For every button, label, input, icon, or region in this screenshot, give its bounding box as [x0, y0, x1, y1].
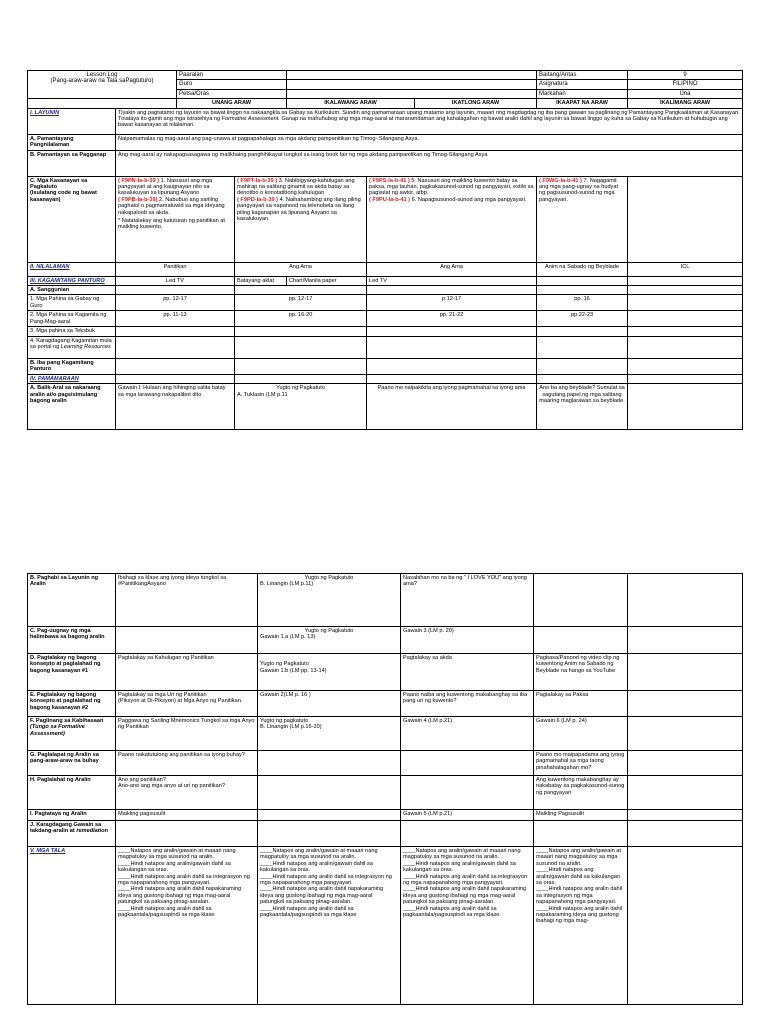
balik-aral-day1: Gawain I: Hulaan ang hihinging salita batay sa mga larawang nakapalibot dito	[116, 384, 235, 430]
kasanayan-day4	[537, 176, 628, 262]
sanggunian-day1	[116, 286, 235, 295]
lr-portal-day3	[367, 336, 537, 358]
pamamaraan-day4	[537, 374, 628, 383]
kabihasaan-day2-text: B. Linangin (LM p.16-20)	[260, 724, 322, 731]
markahan-value: Una	[628, 89, 743, 98]
asignatura-label: Asignatura	[537, 80, 628, 89]
lesson-log-title	[28, 71, 177, 99]
talakay2-row	[28, 691, 743, 717]
header-row-paaralan	[28, 71, 743, 80]
talakay2-day5	[628, 691, 743, 717]
layunin-text-main: Tiyakin ang pagtatamo ng layunin sa bawat linggo na nakaangkla sa Gabay sa Kurikulum. Sundin ang pamamaraan upang matamo ang layunin, maaari ring magdagdag ng iba pang gawain sa paglinang ng Pamantayang Pangkaalaman at Kasanayan. Tinataya ito gamit ang mga istratehiya ng	[118, 109, 740, 123]
paglalahat-day1	[116, 776, 258, 810]
kagamitan-day2: Batayang aklat	[235, 276, 287, 285]
day-header-1: UNANG ARAW	[177, 99, 287, 108]
kasanayan-text-6: 6. Napagsusunod-sunod ang mga pangyayari.	[411, 196, 527, 203]
pamamaraan-day5	[628, 374, 743, 383]
balik-aral-label: A. Balik-Aral sa nakaraang aralin at/o pagsisimulang bagong aralin	[28, 384, 116, 430]
kasanayan-note: * Natatalakay ang katuturan ng panitikan at maikling kuwento.	[118, 218, 225, 231]
kasanayan-code-5: ( F9PS-Ia-b-41 )	[369, 177, 410, 184]
pagtataya-day1: Maikling pagsusulit	[116, 810, 258, 821]
gabay-guro-label: 1. Mga Pahina sa Gabay ng Guro	[28, 295, 116, 311]
kagamitan-row	[28, 276, 743, 285]
kasanayan-code-6: ( F9PU-Ia-b-41 )	[369, 196, 411, 203]
paaralan-value	[287, 71, 537, 80]
pamamaraan-day1	[116, 374, 235, 383]
nilalaman-day3: Ang Ama	[367, 262, 537, 276]
pag-uugnay-day2-heading: Yugto ng Pagkatuto	[304, 628, 354, 634]
paghabi-day2-text: B. Linangin (LM p.11)	[260, 581, 314, 588]
day-header-2: IKALAWANG ARAW	[287, 99, 415, 108]
karagdagang-label-main: J. Karagdagang Gawain sa takdang-aralin at	[30, 822, 102, 835]
layunin-label: I. LAYUNIN	[28, 108, 116, 134]
kasanayan-text-7: 7. Nagagamit ang mga pang-ugnay na hudyat ng pagsusunod-sunod ng mga pangyayari.	[539, 177, 619, 203]
layunin-text-end: Ganap na mahuhubog ang mga mag-aaral at mararamdaman ang kahalagahan ng bawat aralin dahil ang layunin sa bawat linggo ay kuha sa Gabay sa Kurikulum at huhubugin ang bawat kasanayan at nilalaman.	[118, 116, 728, 129]
sanggunian-day5	[628, 286, 743, 295]
lr-portal-day2	[235, 336, 367, 358]
sanggunian-label: A. Sanggunian	[28, 286, 116, 295]
talakay1-day2-heading: Yugto ng Pagkatuto	[260, 661, 309, 668]
kabihasaan-label	[28, 717, 116, 751]
mga-tala-day5	[628, 847, 743, 1005]
kagamitan-mag-aaral-day2: pp. 16-20	[235, 311, 367, 327]
karagdagang-label-italic: remediation	[76, 828, 109, 835]
balik-aral-row	[28, 384, 743, 430]
paglalapat-label: G. Paglalapat ng Aralin sa pang-araw-araw na buhay	[28, 751, 116, 776]
paglalahat-day1-q2: Ano-ano ang mga anyo at uri ng panitikan?	[118, 783, 225, 790]
iba-pang-day2	[235, 358, 367, 374]
balik-aral-day5	[628, 384, 743, 430]
paglalapat-day5	[628, 751, 743, 776]
kasanayan-code-1: ( F9PN-Ia-b-39 )	[118, 177, 160, 184]
lr-portal-day5	[628, 336, 743, 358]
layunin-text	[116, 108, 743, 134]
paglalahat-day3	[401, 776, 534, 810]
kagamitan-day1: Led TV	[116, 276, 235, 285]
kagamitan-mag-aaral-row	[28, 311, 743, 327]
kasanayan-day2	[235, 176, 367, 262]
pamamaraan-day2	[235, 374, 367, 383]
kagamitan-mag-aaral-day1: pp. 11-13	[116, 311, 235, 327]
karagdagang-label	[28, 821, 116, 847]
kagamitan-day5	[628, 276, 743, 285]
kasanayan-row	[28, 176, 743, 262]
paglalapat-day4: Paano mo maipapadama ang iyong pagmamahal sa mga taong pinahahalagahan mo?	[534, 751, 628, 776]
balik-aral-day4: Ano ba ang beyblade? Sumulat sa sagutang papel ng mga salitang maaring maglarawan sa beyblade.	[537, 384, 628, 430]
paglalahat-row	[28, 776, 743, 810]
pag-uugnay-day1	[116, 627, 258, 654]
kagamitan-mag-aaral-day3: pp. 21-22	[367, 311, 537, 327]
kasanayan-code-7: ( F9WG-Ia-b-41 )	[539, 177, 582, 184]
markahan-label: Markahan	[537, 89, 628, 98]
paglalahat-label: H. Paglalahat ng Aralin	[28, 776, 116, 810]
pagtataya-day4: Maikling Pagsusulit	[534, 810, 628, 821]
guro-label: Guro	[177, 80, 287, 89]
nilalaman-row	[28, 262, 743, 276]
guro-value	[287, 80, 537, 89]
pag-uugnay-day2	[258, 627, 401, 654]
kagamitan-mag-aaral-day5	[628, 311, 743, 327]
day-header-4: IKAAPAT NA ARAW	[537, 99, 628, 108]
sanggunian-day3	[367, 286, 537, 295]
mga-tala-day3: ____Natapos ang aralin/gawain at maaari nang magpatuloy sa mga susunod na aralin. ____Hindi natapos ang aralin/gawain dahil sa kakulangan sa oras. ____Hindi natapos ang aralin dahil sa integrasyon ng mga napapanahong mga pangyayari. ____Hindi natapos ang aralin dahil napakaraming ideya ang gustong ibahagi ng mga mag-aaral patungkol sa paksang pinag-aaralan. ____Hindi natapos ang aralin dahil sa pagkaantala/pagsuspindi sa mga klase	[401, 847, 534, 1005]
talakay1-row	[28, 654, 743, 691]
gabay-guro-day2: pp. 12-17	[235, 295, 367, 311]
kabihasaan-day1: Paggawa ng Sariling Mnemonics Tungkol sa mga Anyo ng Panitikan	[116, 717, 258, 751]
lesson-log-table-page1	[27, 70, 743, 430]
talakay2-day1-sub: (Piksyon at Di-Piksyon) at Mga Anyo ng Panitikan.	[118, 698, 243, 705]
pagganap-label: B. Pamantayan sa Pagganap	[28, 150, 116, 176]
pagtataya-day3: Gawain 5 (LM p.21)	[401, 810, 534, 821]
lr-portal-row	[28, 336, 743, 358]
iba-pang-day3	[367, 358, 537, 374]
talakay2-day2: Gawain 2(LM p. 16 )	[258, 691, 401, 717]
pagtataya-day2	[258, 810, 401, 821]
nilalaman-day2: Ang Ama	[235, 262, 367, 276]
paghabi-day4	[534, 574, 628, 627]
day-header-5: IKALIMANG ARAW	[628, 99, 743, 108]
paglalapat-day3	[401, 751, 534, 776]
balik-aral-day2-text: A. Tuklasin (LM p.11	[237, 391, 288, 398]
gabay-guro-row	[28, 295, 743, 311]
pagganap-row	[28, 150, 743, 176]
mga-tala-day4: ____Natapos ang aralin/gawain at maaari nang magpatuloy sa mga susunod na aralin. ____Hindi natapos ang aralin/gawain dahil sa kakulangan sa oras. ____Hindi natapos ang aralin dahil sa integrasyon ng mga napapanahong mga pangyayari. ____Hindi natapos ang aralin dahil napakaraming ideya ang gustong ibahagi ng mga mag-	[534, 847, 628, 1005]
pamamaraan-row	[28, 374, 743, 383]
nilalaman-day5: ICL	[628, 262, 743, 276]
teksbuk-day3	[367, 327, 537, 336]
teksbuk-day4	[537, 327, 628, 336]
pagtataya-label: I. Pagtataya ng Aralin	[28, 810, 116, 821]
sanggunian-day4	[537, 286, 628, 295]
kabihasaan-day5	[628, 717, 743, 751]
nilalaman-day1: Panitikan	[116, 262, 235, 276]
mga-tala-row	[28, 847, 743, 1005]
teksbuk-day2	[235, 327, 367, 336]
kabihasaan-label-main: F. Paglinang sa Kabihasaan	[30, 718, 104, 724]
kagamitan-mag-aaral-label: 2. Mga Pahina sa Kagamita ng Pang-Mag-aaral	[28, 311, 116, 327]
kasanayan-text-2: 2. Nabubuo ang sariling paghatol o pagmamatuwid sa mga ideyang nakapaloob sa akda.	[118, 196, 225, 216]
talakay2-label: E. Pagtalakay ng bagong konsepto at paglalahad ng bagong kasanayan #2	[28, 691, 116, 717]
karagdagang-day5	[628, 821, 743, 847]
pamamaraan-label: IV. PAMAMARAAN	[28, 374, 116, 383]
kagamitan-day4	[537, 276, 628, 285]
paglalahat-day5	[628, 776, 743, 810]
nilalaman-day4: Anim na Sabado ng Beyblade	[537, 262, 628, 276]
paghabi-label: B. Paghabi sa Layunin ng Aralin	[28, 574, 116, 627]
lr-portal-label-italic: Learning Resources	[60, 344, 111, 351]
kasanayan-day5	[628, 176, 743, 262]
kasanayan-text-3: 3. Nabibigyang-kahulugan ang mahirap na salitang ginamit sa akda batay sa denotibo o konotatibong kahulugan	[237, 177, 355, 197]
talakay2-day1	[116, 691, 258, 717]
talakay1-day4: Pagbasa/Panood ng video clip ng kuwentong Anim na Sabado ng Beyblade na hango sa YouTube	[534, 654, 628, 691]
karagdagang-day4	[534, 821, 628, 847]
sanggunian-row	[28, 286, 743, 295]
kasanayan-text-5: 5. Nasusuri ang maikling kuwento batay sa paksa, mga tauhan, pagkakasunod-sunod ng pangyayari, estilo sa pagsulat ng awtor, atbp.	[369, 177, 534, 197]
lr-portal-day1	[116, 336, 235, 358]
kasanayan-code-4: ( F9PD-Ia-b-39 )	[237, 196, 279, 203]
kasanayan-day3	[367, 176, 537, 262]
petsa-label: Petsa/Oras	[177, 89, 287, 98]
lr-portal-label	[28, 336, 116, 358]
kabihasaan-row	[28, 717, 743, 751]
pag-uugnay-day3: Gawain 3 (LM p. 20)	[401, 627, 534, 654]
balik-aral-day2	[235, 384, 367, 430]
nilalaman-label: II. NILALAMAN	[28, 262, 116, 276]
baitang-value: 9	[628, 71, 743, 80]
iba-pang-label: B. Iba pang Kagamitang Panturo	[28, 358, 116, 374]
iba-pang-day1	[116, 358, 235, 374]
day-header-row	[28, 99, 743, 108]
pag-uugnay-day4	[534, 627, 628, 654]
paghabi-row	[28, 574, 743, 627]
kasanayan-label	[28, 176, 116, 262]
iba-pang-row	[28, 358, 743, 374]
teksbuk-label: 3. Mga pahina sa Teksbuk	[28, 327, 116, 336]
paghabi-day2-heading: Yugto ng Pagkatuto	[304, 575, 354, 581]
kasanayan-label-main: C. Mga Kasanayan sa Pagkatuto	[30, 177, 88, 191]
balik-aral-day3: Paano mo naipakikita ang iyong pagmamahal sa iyong ama	[367, 384, 537, 430]
talakay1-label: D. Pagtalakay ng bagong konsepto at paglalahad ng bagong kasanayan #1	[28, 654, 116, 691]
paghabi-day1-text: Ibahagi sa klase ang iyong ideya tungkol sa	[118, 575, 227, 581]
karagdagang-day3	[401, 821, 534, 847]
paglalahat-day2	[258, 776, 401, 810]
pagganap-text: Ang mag-aaral ay nakapagsasagawa ng malikhaing panghihikayat tungkol sa isang book fair ng mga akdang pampanitikan ng Timog-Silangang Asya	[116, 150, 743, 176]
kagamitan-day2-chart: Chart/Manila paper	[287, 276, 367, 285]
iba-pang-day4	[537, 358, 628, 374]
kasanayan-code-2: ( F9PB-Ia-b-39)	[118, 196, 158, 203]
gabay-guro-day4: pp. 16	[537, 295, 628, 311]
kasanayan-day1	[116, 176, 235, 262]
talakay1-day5	[628, 654, 743, 691]
pagtataya-row	[28, 810, 743, 821]
petsa-value	[287, 89, 537, 98]
layunin-text-italic: Formative Assessment.	[221, 116, 280, 123]
lr-portal-day4	[537, 336, 628, 358]
paglalapat-row	[28, 751, 743, 776]
lr-portal-label-main: 4. Karagdagang Kagamitan mula sa portal ng	[30, 337, 112, 351]
gabay-guro-day1: pp. 12-17	[116, 295, 235, 311]
paghabi-day1-hashtag: #PanitikangAsyano	[118, 581, 166, 588]
kabihasaan-label-italic: (Tungo sa Formative Assessment)	[30, 724, 85, 737]
teksbuk-day5	[628, 327, 743, 336]
kagamitan-label: III. KAGAMITANG PANTURO	[28, 276, 116, 285]
paghabi-day5	[628, 574, 743, 627]
kabihasaan-day2-heading: Yugto ng pagkatuto	[260, 718, 309, 724]
talakay2-day4: Pagtalakay sa Paksa	[534, 691, 628, 717]
pangnilalaman-text: Naipamamalas ng mag-aaral ang pag-unawa at pagpapahalaga sa mga akdang pampanitikan ng Timog- Silangang Asya.	[116, 134, 743, 150]
mga-tala-day2: ____Natapos ang aralin/gawain at maaari nang magpatuloy sa mga susunod na aralin. ____Hindi natapos ang aralin/gawain dahil sa kakulangan sa oras. ____Hindi natapos ang aralin dahil sa integrasyon ng mga napapanahong mga pangyayari. ____Hindi natapos ang aralin dahil napakaraming ideya ang gustong ibahagi ng mga mag-aaral patungkol sa paksang pinag-aaralan. ____Hindi natapos ang aralin dahil sa pagkaantala/pagsuspindi sa mga klase	[258, 847, 401, 1005]
kagamitan-mag-aaral-day4: pp.22-23	[537, 311, 628, 327]
paglalapat-day2	[258, 751, 401, 776]
pag-uugnay-label: C. Pag-uugnay ng mga halimbawa sa bagong aralin	[28, 627, 116, 654]
lesson-log-table-page2	[27, 573, 743, 1005]
talakay1-day2-text: Gawain 1.b (LM pp. 13-14)	[260, 667, 327, 674]
day-header-blank	[28, 99, 177, 108]
iba-pang-day5	[628, 358, 743, 374]
kabihasaan-day2	[258, 717, 401, 751]
kabihasaan-day4: Gawain 6 (LM p. 24)	[534, 717, 628, 751]
talakay1-day2	[258, 654, 401, 691]
layunin-row	[28, 108, 743, 134]
talakay1-day3: Pagtalakay sa akda	[401, 654, 534, 691]
pag-uugnay-day2-text: Gawain 1.a (LM p. 13)	[260, 634, 316, 641]
teksbuk-day1	[116, 327, 235, 336]
pag-uugnay-row	[28, 627, 743, 654]
paghabi-day2	[258, 574, 401, 627]
kasanayan-label-sub: (Isulatang code ng bawat kasanayan)	[30, 190, 97, 203]
karagdagang-day2	[258, 821, 401, 847]
sanggunian-day2	[235, 286, 367, 295]
kabihasaan-day3: Gawain 4 (LM p.21)	[401, 717, 534, 751]
day-header-3: IKATLONG ARAW	[415, 99, 537, 108]
kasanayan-text-4: 4. Naihahambing ang ilang piling pangyayari sa napanood na telenobela sa ilang piling kaganapan sa lipunang Asyano sa kasalukuyan	[237, 196, 361, 223]
kagamitan-day3: Led TV	[367, 276, 537, 285]
pamamaraan-day3	[367, 374, 537, 383]
pangnilalaman-label: A. Pamantayang Pangnilalaman	[28, 134, 116, 150]
karagdagang-row	[28, 821, 743, 847]
gabay-guro-day5	[628, 295, 743, 311]
asignatura-value: FILIPINO	[628, 80, 743, 89]
pangnilalaman-row	[28, 134, 743, 150]
kasanayan-code-3: ( F9PT-Ia-b-39 )	[237, 177, 278, 184]
talakay1-day1: Pagtalakay sa Kahulugan ng Panitikan	[116, 654, 258, 691]
mga-tala-label: V. MGA TALA	[28, 847, 116, 1005]
teksbuk-row	[28, 327, 743, 336]
karagdagang-day1	[116, 821, 258, 847]
paglalahat-day1-q1: Ano ang panitikan?	[118, 777, 166, 783]
kasanayan-text-1: 1. Nasusuri ang mga pangyayari at ang kaugnayan nito sa kasalukuyan sa lipunang Asyano	[118, 177, 213, 197]
gabay-guro-day3: p.12-17	[367, 295, 537, 311]
pagtataya-day5	[628, 810, 743, 821]
paaralan-label: Paaralan	[177, 71, 287, 80]
mga-tala-day1: ____Natapos ang aralin/gawain at maaari nang magpatuloy sa mga susunod na aralin. ____Hindi natapos ang aralin/gawain dahil sa kakulangan sa oras. ____Hindi natapos ang aralin dahil sa integrasyon ng mga napapanahong mga pangyayari. ____Hindi natapos ang aralin dahil napakaraming ideya ang gustong ibahagi ng mga mag-aaral patungkol sa paksang pinag-aaralan. ____Hindi natapos ang aralin dahil sa pagkaantala/pagsuspindi sa mga klase	[116, 847, 258, 1005]
paglalahat-day4: Ang kuwentong makabanghay ay nakabatay sa pagkakasunod-sunog ng pangyayari	[534, 776, 628, 810]
pag-uugnay-day5	[628, 627, 743, 654]
lesson-log-label: Lesson Log	[86, 72, 118, 78]
paghabi-day3: Nasabihan mo na ba ng " I LOVE YOU" ang iyong ama?	[401, 574, 534, 627]
baitang-label: Baitang/Antas	[537, 71, 628, 80]
talakay2-day1-text: Pagtalakay sa mga Uri ng Panitikan	[118, 692, 207, 698]
talakay2-day3: Paano naiba ang kuwentong makabanghay sa iba pang uri ng kuwento?	[401, 691, 534, 717]
lesson-log-subtitle: (Pang-araw-araw na Tala saPagtuturo)	[50, 78, 154, 85]
paglalapat-day1: Paano nakatutulong ang panitikan sa iyong buhay?	[116, 751, 258, 776]
balik-aral-day2-heading: Yugto ng Pagkatuto	[276, 385, 325, 392]
paghabi-day1	[116, 574, 258, 627]
